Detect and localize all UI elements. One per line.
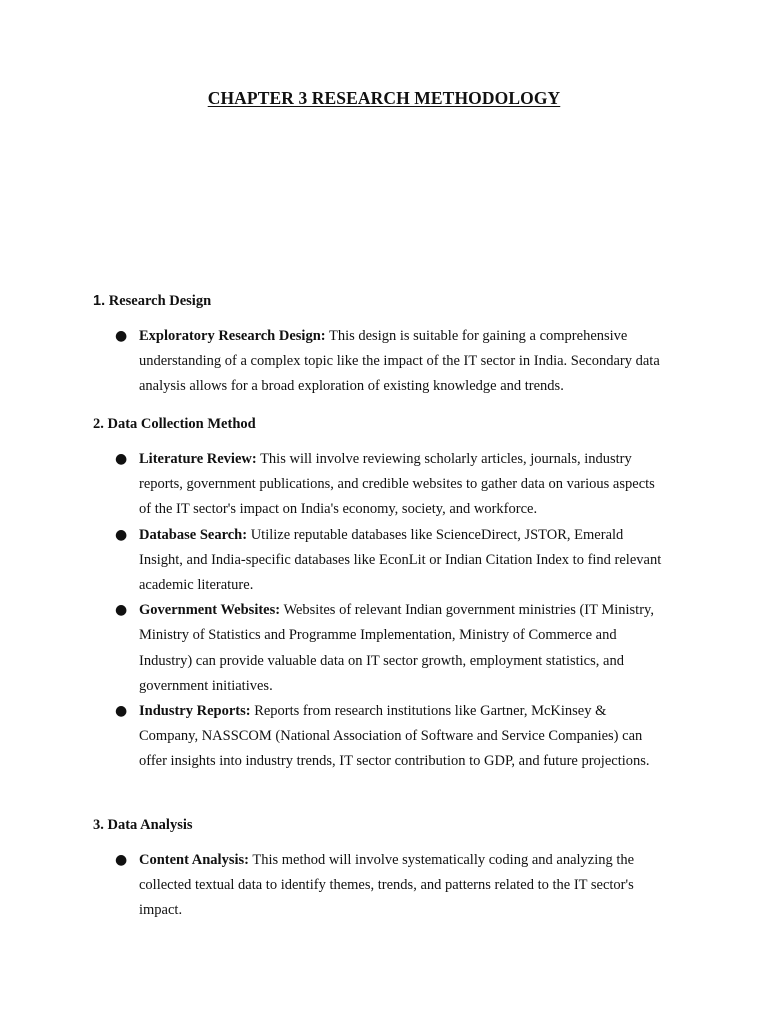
item-term: Industry Reports: [139, 703, 251, 720]
bullet-icon: ● [115, 602, 128, 619]
item-term: Database Search: [139, 526, 248, 543]
bullet-list [93, 848, 693, 924]
bullet-list [93, 447, 693, 775]
item-term: Exploratory Research Design: [139, 328, 326, 344]
item-term: Content Analysis: [139, 852, 249, 868]
bullet-icon: ● [115, 328, 128, 344]
section-heading-text: Data Collection Method [107, 416, 256, 432]
list-item [93, 848, 669, 924]
item-text: This design is suitable for gaining a comprehensive understanding of a complex topic like the impact of the IT sector in India. Secondary data analysis allows for a broad exploration of existing knowledge and trends. [139, 328, 660, 395]
list-item [93, 523, 669, 599]
section-number: 2. [93, 416, 104, 432]
section-heading [93, 816, 693, 834]
section-number: 1. [93, 293, 106, 309]
section-data-collection [93, 415, 693, 775]
bullet-icon: ● [115, 852, 128, 868]
bullet-icon: ● [115, 526, 128, 543]
section-heading [93, 415, 693, 433]
item-text: Websites of relevant Indian government ministries (IT Ministry, Ministry of Statistics and Programme Implementation, Ministry of Commerce and Industry) can provide valuable data on IT sector growth, employment statistics, and government initiatives. [139, 602, 654, 694]
item-text: Utilize reputable databases like ScienceDirect, JSTOR, Emerald Insight, and India-specific databases like EconLit or Indian Citation Index to find relevant academic literature. [139, 526, 662, 594]
item-term: Literature Review: [139, 451, 257, 467]
list-item [93, 324, 669, 400]
chapter-title: CHAPTER 3 RESEARCH METHODOLOGY [207, 88, 561, 108]
list-item [93, 447, 669, 523]
section-research-design [93, 292, 693, 400]
section-data-analysis [93, 816, 693, 924]
section-heading-text: Research Design [108, 293, 212, 309]
section-heading [93, 292, 693, 310]
section-heading-text: Data Analysis [107, 817, 193, 833]
item-text: This will involve reviewing scholarly articles, journals, industry reports, government publications, and credible websites to gather data on various aspects of the IT sector's impact on India's economy, society, and workforce. [139, 451, 655, 518]
list-item [93, 598, 669, 699]
item-term: Government Websites: [139, 602, 281, 619]
item-text: This method will involve systematically coding and analyzing the collected textual data to identify themes, trends, and patterns related to the IT sector's impact. [139, 852, 635, 919]
bullet-list [93, 324, 693, 400]
bullet-icon: ● [115, 703, 128, 720]
item-text: Reports from research institutions like Gartner, McKinsey & Company, NASSCOM (National Association of Software and Service Companies) can offer insights into industry trends, IT sector contribution to GDP, and future projections. [139, 703, 650, 770]
list-item [93, 699, 669, 775]
bullet-icon: ● [115, 451, 128, 467]
section-number: 3. [93, 817, 104, 833]
